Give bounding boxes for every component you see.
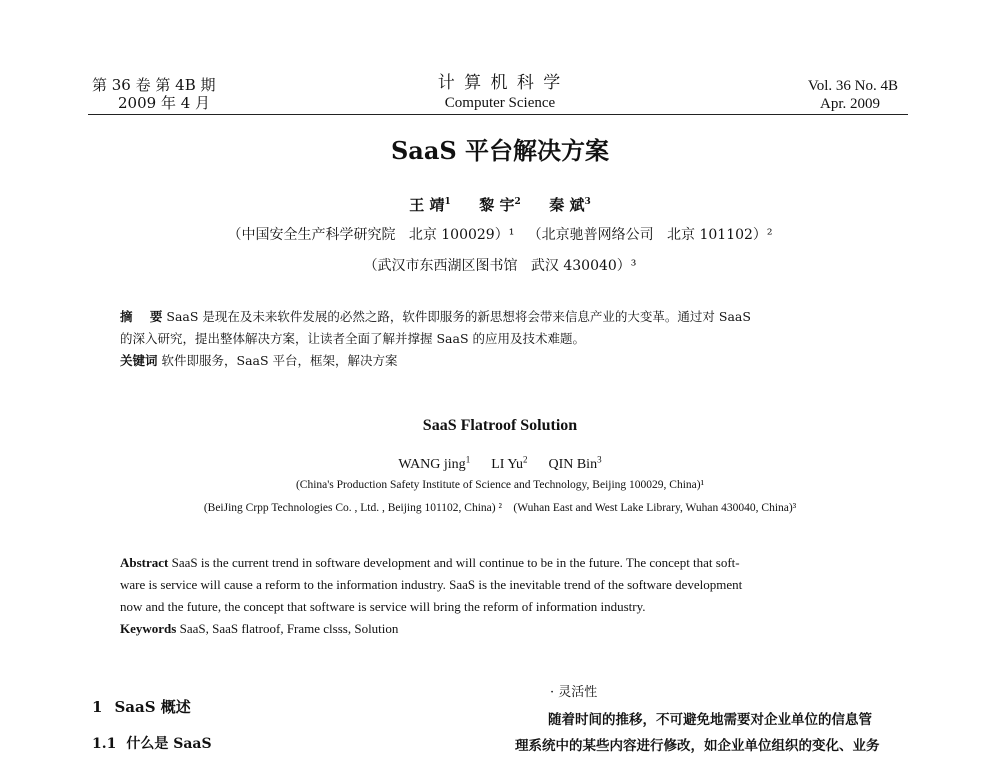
abstract-cn-line2: 的深入研究，提出整体解决方案，让读者全面了解并撑握 SaaS 的应用及技术难题。	[120, 331, 585, 346]
authors-cn	[0, 192, 1000, 215]
affiliations-en-2: (BeiJing Crpp Technologies Co. , Ltd. , Beijing 101102, China) ² (Wuhan East and West Lake Library, Wuhan 430040, China)³	[203, 502, 797, 514]
keywords-en-text: SaaS, SaaS flatroof, Frame clsss, Solution	[179, 621, 399, 636]
abstract-cn-line1: SaaS 是现在及未来软件发展的必然之路，软件即服务的新思想将会带来信息产业的大变革。通过对 SaaS	[166, 309, 751, 324]
abstract-en-line2: ware is service will cause a reform to the information industry. SaaS is the inevitable trend of the software development	[120, 577, 743, 592]
header-date-cn: 2009 年 4 月	[118, 94, 211, 112]
author-en-3: QIN Bin$^3$	[548, 454, 602, 472]
keywords-en-label: Keywords	[120, 621, 177, 636]
authors-en	[0, 449, 1000, 475]
keywords-cn-label: 关键词	[120, 353, 158, 368]
author-cn-3: 秦 斌$^3$	[549, 196, 591, 214]
abstract-en	[120, 552, 910, 640]
abstract-cn-label: 摘 要	[120, 309, 163, 324]
abstract-en-line1: SaaS is the current trend in software development and will continue to be in the future. The concept that soft-	[171, 555, 740, 570]
affiliations-cn-2: （武汉市东西湖区图书馆 武汉 430040）³	[363, 258, 637, 274]
header-journal-cn: 计 算 机 科 学	[437, 73, 563, 93]
section-1-heading: 1 SaaS 概述	[92, 698, 191, 716]
author-cn-2: 黎 宇$^2$	[479, 196, 521, 214]
right-col-line2: 理系统中的某些内容进行修改，如企业单位组织的变化、业务	[515, 738, 880, 754]
affiliations-en-1: (China's Production Safety Institute of Science and Technology, Beijing 100029, China)¹	[295, 479, 705, 491]
header-journal-en: Computer Science	[444, 95, 556, 111]
keywords-cn-text: 软件即服务，SaaS 平台，框架，解决方案	[161, 353, 398, 368]
right-col-bullet: · 灵活性	[550, 685, 598, 700]
section-1-1-heading: 1.1 什么是 SaaS	[92, 736, 212, 752]
title-cn: SaaS 平台解决方案	[390, 136, 610, 165]
header-volume-en: Vol. 36 No. 4B	[807, 78, 898, 94]
header-volume: 第 36 卷 第 4B 期	[92, 76, 216, 94]
abstract-en-line3: now and the future, the concept that software is service will bring the reform of information industry.	[120, 599, 646, 614]
title-en: SaaS Flatroof Solution	[422, 417, 578, 434]
right-col-line1: 随着时间的推移，不可避免地需要对企业单位的信息管	[548, 712, 872, 728]
abstract-cn	[120, 306, 900, 372]
author-en-2: LI Yu$^2$	[491, 454, 528, 472]
affiliations-cn-1: （中国安全生产科学研究院 北京 100029）¹ （北京驰普网络公司 北京 101102）²	[227, 227, 773, 243]
header-date-en: Apr. 2009	[820, 96, 880, 112]
author-en-1: WANG jing$^1$	[398, 454, 471, 472]
author-cn-1: 王 靖$^1$	[409, 196, 451, 214]
header-rule	[88, 114, 908, 115]
abstract-en-label: Abstract	[120, 555, 169, 570]
